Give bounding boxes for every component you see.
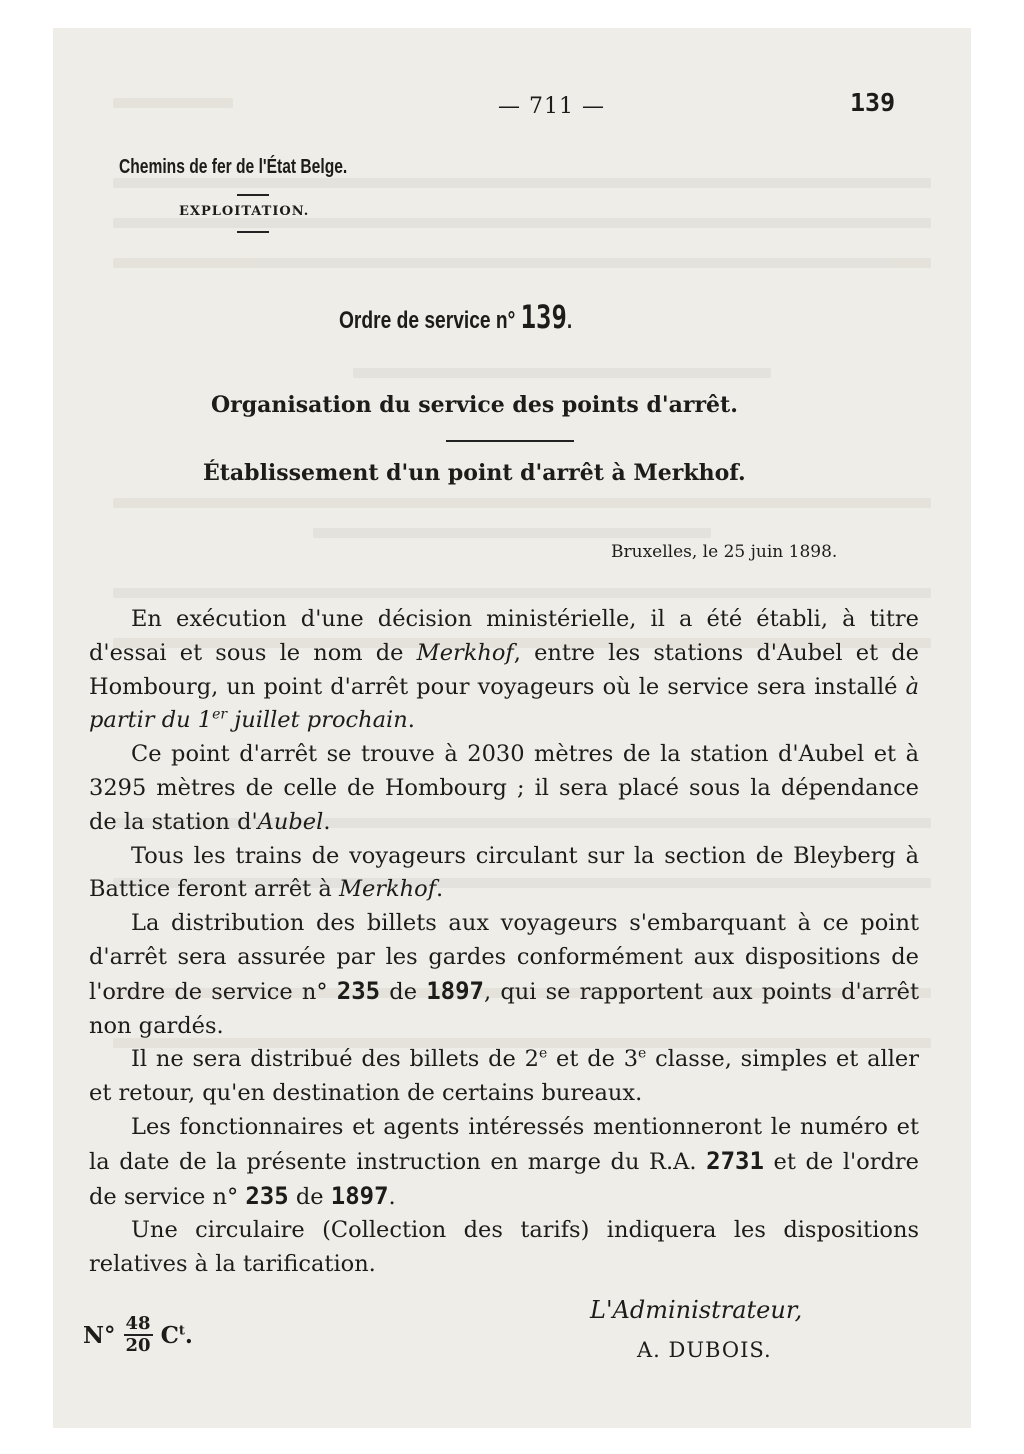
reference-fraction — [124, 1314, 153, 1356]
fraction-numerator: 48 — [125, 1313, 151, 1334]
divider-rule — [237, 231, 269, 233]
paragraph — [89, 840, 919, 908]
text-run: à partir du 1 — [89, 673, 919, 734]
text-run: . — [407, 707, 415, 734]
paragraph — [89, 738, 919, 839]
order-ref-number: 235 — [336, 976, 381, 1005]
text-run: classe, simples et aller et retour, qu'en destination de certains bureaux. — [89, 1046, 919, 1107]
text-run: de — [288, 1183, 331, 1210]
text-run: Il ne sera distribué des billets de 2 — [131, 1046, 539, 1073]
superscript: e — [638, 1045, 647, 1062]
text-run: , qui se rapportent aux points d'arrêt non gardés. — [89, 978, 920, 1039]
order-title-number: 139 — [520, 298, 567, 336]
superscript: e — [538, 1045, 548, 1062]
text-run-italic: Merkhof — [338, 876, 437, 903]
order-ref-year: 1897 — [330, 1181, 389, 1210]
text-run: et de 3 — [547, 1046, 639, 1073]
paragraph — [89, 1111, 919, 1214]
text-run: . — [436, 876, 444, 903]
text-run-italic: Merkhof — [416, 639, 514, 666]
text-run: Tous les trains de voyageurs circulant sur la section de Bleyberg à Battice feront arrêt à — [89, 842, 919, 903]
text-run: et de l'ordre de service n° — [89, 1148, 919, 1210]
fraction-denominator: 20 — [125, 1335, 151, 1356]
order-ref-number: 235 — [245, 1181, 289, 1210]
text-run: , entre les stations d'Aubel et de Hombourg, un point d'arrêt pour voyageurs où le service sera installé — [89, 639, 919, 700]
body-text — [89, 603, 919, 1282]
order-ref-year: 1897 — [426, 976, 484, 1005]
document-page — [53, 28, 971, 1428]
text-run: . — [323, 808, 331, 835]
text-run-italic: Aubel — [257, 808, 324, 835]
text-run: Les fonctionnaires et agents intéressés mentionneront le numéro et la date de la présente instruction en marge du R.A. — [89, 1113, 919, 1175]
order-number-corner: 139 — [850, 88, 896, 117]
paragraph — [89, 603, 919, 738]
text-run: Ce point d'arrêt se trouve à 2030 mètres de la station d'Aubel et à 3295 mètres de celle de Hombourg ; il sera placé sous la dépendance de la station d' — [89, 741, 919, 835]
superscript: t — [178, 1322, 185, 1338]
paragraph — [89, 907, 919, 1043]
signature-title: L'Administrateur, — [590, 1296, 803, 1324]
text-run: de — [380, 978, 427, 1005]
paragraph: Une circulaire (Collection des tarifs) indiquera les dispositions relatives à la tarification. — [89, 1217, 919, 1278]
text-run: En exécution d'une décision ministérielle, il a été établi, à titre d'essai et sous le nom de — [89, 606, 919, 666]
ra-number: 2731 — [706, 1146, 764, 1175]
reference-code — [83, 1314, 193, 1356]
text-run: La distribution des billets aux voyageurs s'embarquant à ce point d'arrêt sera assurée par les gardes conformément aux dispositions de l'ordre de service n° — [89, 910, 919, 1005]
text-run: . — [388, 1183, 396, 1210]
divider-rule — [237, 194, 269, 196]
dateline: Bruxelles, le 25 juin 1898. — [611, 542, 838, 562]
department-label: EXPLOITATION. — [179, 204, 310, 219]
reference-prefix: N° — [83, 1321, 116, 1349]
reference-suffix — [161, 1322, 193, 1349]
reference-suffix-end: . — [184, 1321, 193, 1349]
detail-heading: Établissement d'un point d'arrêt à Merkhof. — [203, 460, 746, 486]
signature-name: A. DUBOIS. — [637, 1338, 772, 1362]
paragraph — [89, 1043, 919, 1111]
subject-heading: Organisation du service des points d'arrêt. — [211, 392, 738, 418]
page-number: — 711 — — [498, 94, 605, 119]
text-run: juillet prochain — [227, 707, 408, 734]
superscript: er — [212, 706, 228, 723]
order-title-suffix: . — [566, 307, 573, 334]
order-title — [339, 298, 572, 336]
issuing-organization: Chemins de fer de l'État Belge. — [119, 156, 348, 178]
reference-suffix-letter: C — [160, 1321, 179, 1349]
divider-rule — [446, 440, 574, 442]
order-title-prefix: Ordre de service n° — [339, 307, 516, 334]
